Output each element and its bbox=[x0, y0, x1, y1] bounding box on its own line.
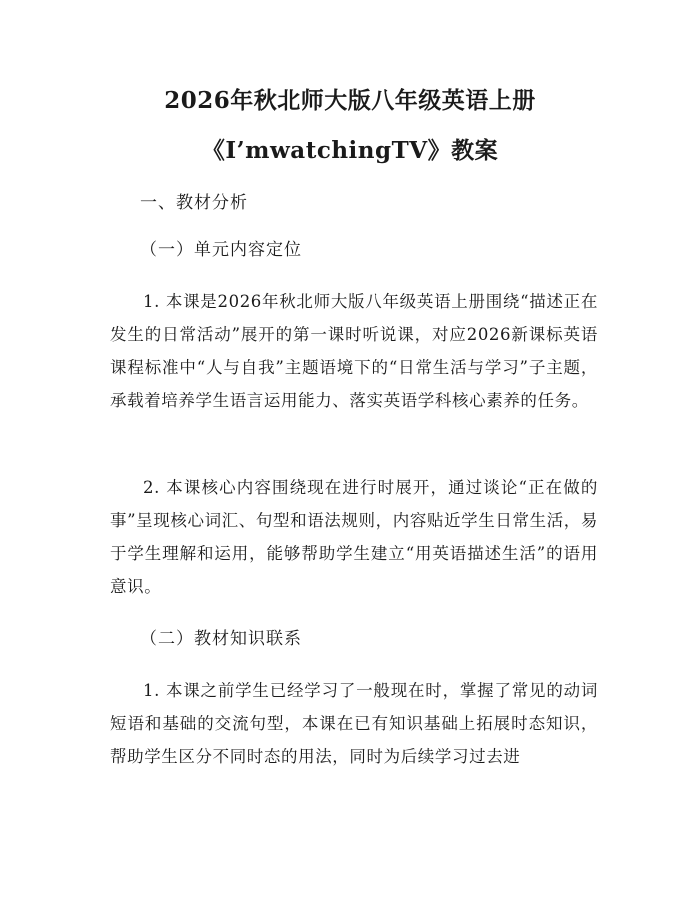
paragraph-2: 2. 本课核心内容围绕现在进行时展开，通过谈论“正在做的事”呈现核心词汇、句型和语法规则，内容贴近学生日常生活，易于学生理解和运用，能够帮助学生建立“用英语描述生活”的语用意识。 bbox=[110, 478, 598, 596]
document-title-line2: 《I’mwatchingTV》教案 bbox=[201, 137, 499, 164]
section-heading-textbook-analysis: 一、教材分析 bbox=[140, 193, 248, 213]
subsection-heading-knowledge-links: （二）教材知识联系 bbox=[140, 629, 302, 649]
subsection-heading-unit-positioning: （一）单元内容定位 bbox=[140, 240, 302, 260]
paragraph-1: 1. 本课是2026年秋北师大版八年级英语上册围绕“描述正在发生的日常活动”展开的第一课时听说课，对应2026新课标英语课程标准中“人与自我”主题语境下的“日常生活与学习”子主题，承载着培养学生语言运用能力、落实英语学科核心素养的任务。 bbox=[110, 292, 598, 410]
paragraph-3: 1. 本课之前学生已经学习了一般现在时，掌握了常见的动词短语和基础的交流句型，本课在已有知识基础上拓展时态知识，帮助学生区分不同时态的用法，同时为后续学习过去进 bbox=[110, 681, 598, 766]
document-title-line1: 2026年秋北师大版八年级英语上册 bbox=[164, 87, 536, 114]
